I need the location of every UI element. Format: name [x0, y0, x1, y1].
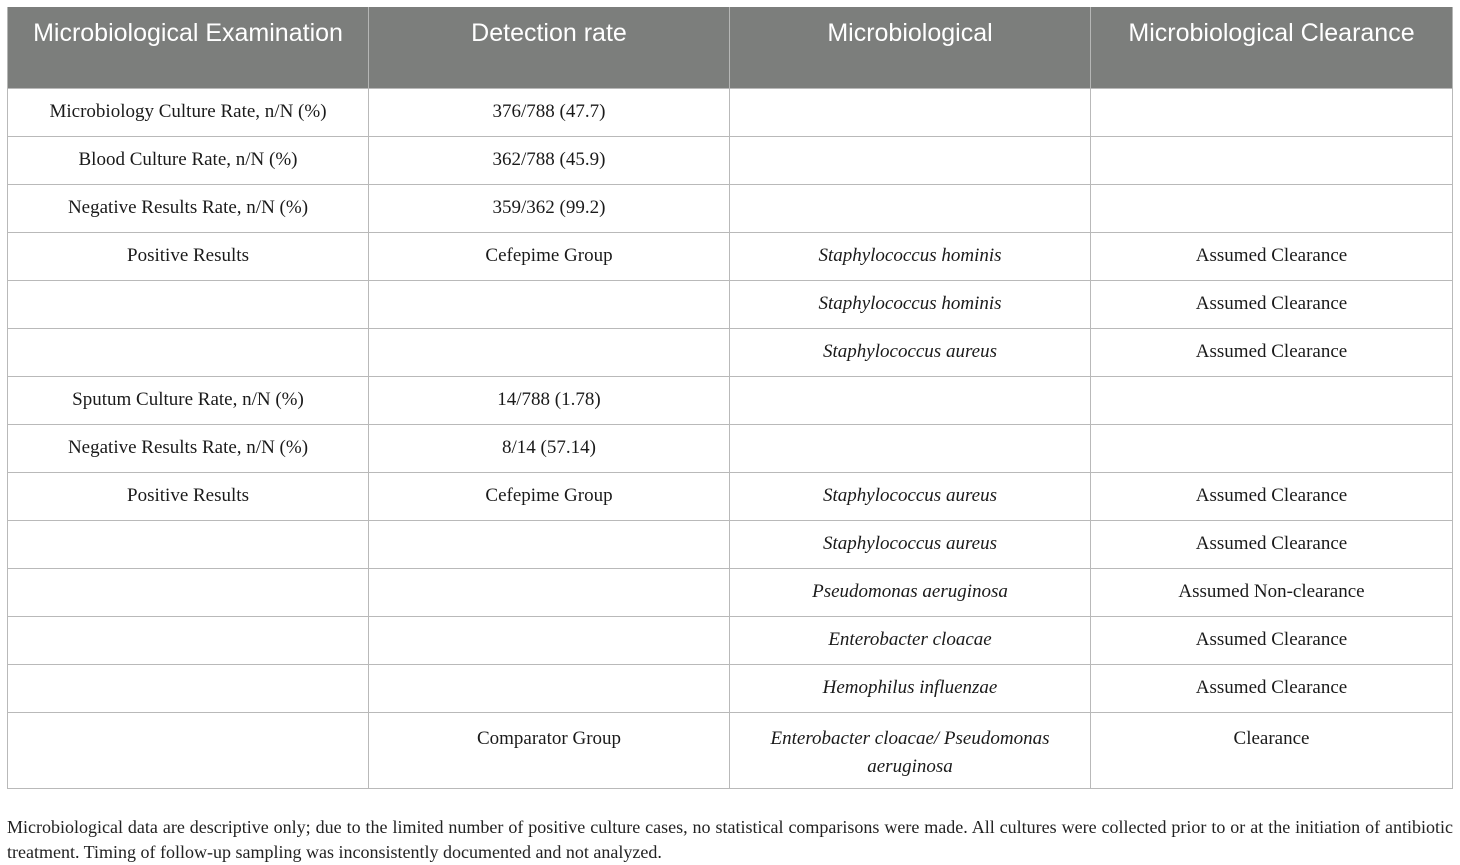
table-row	[8, 712, 1453, 788]
cell-organism: Staphylococcus hominis	[730, 232, 1091, 280]
cell-clearance: Assumed Clearance	[1091, 664, 1453, 712]
cell-examination	[8, 280, 369, 328]
header-microbiological: Microbiological	[730, 7, 1091, 88]
cell-clearance: Assumed Clearance	[1091, 232, 1453, 280]
cell-examination: Negative Results Rate, n/N (%)	[8, 184, 369, 232]
table-row	[8, 280, 1453, 328]
cell-examination: Sputum Culture Rate, n/N (%)	[8, 376, 369, 424]
cell-detection-rate: 359/362 (99.2)	[369, 184, 730, 232]
cell-clearance	[1091, 424, 1453, 472]
cell-organism: Staphylococcus aureus	[730, 328, 1091, 376]
table-row	[8, 328, 1453, 376]
table-footnote: Microbiological data are descriptive only; due to the limited number of positive culture cases, no statistical comparisons were made. All cultures were collected prior to or at the initiation of antibiotic treatment. Timing of follow-up sampling was inconsistently documented and not analyzed.	[7, 817, 1453, 862]
cell-clearance	[1091, 88, 1453, 136]
table-row	[8, 616, 1453, 664]
data-table-container	[7, 7, 1452, 789]
table-row	[8, 376, 1453, 424]
cell-examination	[8, 520, 369, 568]
cell-examination	[8, 568, 369, 616]
cell-examination: Blood Culture Rate, n/N (%)	[8, 136, 369, 184]
cell-organism: Staphylococcus aureus	[730, 472, 1091, 520]
table-row	[8, 664, 1453, 712]
table-row	[8, 232, 1453, 280]
table-row	[8, 136, 1453, 184]
cell-detection-rate: 8/14 (57.14)	[369, 424, 730, 472]
cell-clearance: Clearance	[1091, 712, 1453, 788]
table-row	[8, 88, 1453, 136]
cell-detection-rate: Cefepime Group	[369, 472, 730, 520]
header-microbiological-examination: Microbiological Examination	[8, 7, 369, 88]
cell-detection-rate: 376/788 (47.7)	[369, 88, 730, 136]
cell-organism: Hemophilus influenzae	[730, 664, 1091, 712]
cell-organism: Enterobacter cloacae/ Pseudomonas aeruginosa	[730, 712, 1091, 788]
table-row	[8, 472, 1453, 520]
cell-clearance: Assumed Clearance	[1091, 280, 1453, 328]
cell-detection-rate: 14/788 (1.78)	[369, 376, 730, 424]
table-body	[8, 88, 1453, 788]
cell-examination: Positive Results	[8, 472, 369, 520]
header-row	[8, 7, 1453, 88]
cell-detection-rate	[369, 616, 730, 664]
cell-detection-rate: Cefepime Group	[369, 232, 730, 280]
table-header	[8, 7, 1453, 88]
cell-clearance: Assumed Clearance	[1091, 520, 1453, 568]
cell-examination	[8, 616, 369, 664]
microbiology-table	[7, 7, 1453, 789]
cell-detection-rate	[369, 568, 730, 616]
cell-clearance	[1091, 136, 1453, 184]
cell-organism: Enterobacter cloacae	[730, 616, 1091, 664]
cell-clearance: Assumed Non-clearance	[1091, 568, 1453, 616]
table-row	[8, 568, 1453, 616]
cell-detection-rate: Comparator Group	[369, 712, 730, 788]
cell-examination: Positive Results	[8, 232, 369, 280]
cell-clearance	[1091, 184, 1453, 232]
cell-detection-rate	[369, 328, 730, 376]
cell-examination	[8, 712, 369, 788]
cell-clearance	[1091, 376, 1453, 424]
cell-organism	[730, 424, 1091, 472]
cell-detection-rate	[369, 664, 730, 712]
cell-organism: Staphylococcus hominis	[730, 280, 1091, 328]
cell-examination	[8, 328, 369, 376]
cell-organism	[730, 376, 1091, 424]
header-detection-rate: Detection rate	[369, 7, 730, 88]
cell-clearance: Assumed Clearance	[1091, 328, 1453, 376]
cell-clearance: Assumed Clearance	[1091, 616, 1453, 664]
header-microbiological-clearance: Microbiological Clearance	[1091, 7, 1453, 88]
cell-detection-rate: 362/788 (45.9)	[369, 136, 730, 184]
table-row	[8, 184, 1453, 232]
cell-clearance: Assumed Clearance	[1091, 472, 1453, 520]
table-row	[8, 520, 1453, 568]
cell-organism	[730, 88, 1091, 136]
cell-examination	[8, 664, 369, 712]
cell-detection-rate	[369, 520, 730, 568]
cell-organism: Pseudomonas aeruginosa	[730, 568, 1091, 616]
cell-organism	[730, 136, 1091, 184]
cell-organism: Staphylococcus aureus	[730, 520, 1091, 568]
table-row	[8, 424, 1453, 472]
cell-examination: Microbiology Culture Rate, n/N (%)	[8, 88, 369, 136]
cell-examination: Negative Results Rate, n/N (%)	[8, 424, 369, 472]
cell-organism	[730, 184, 1091, 232]
cell-detection-rate	[369, 280, 730, 328]
